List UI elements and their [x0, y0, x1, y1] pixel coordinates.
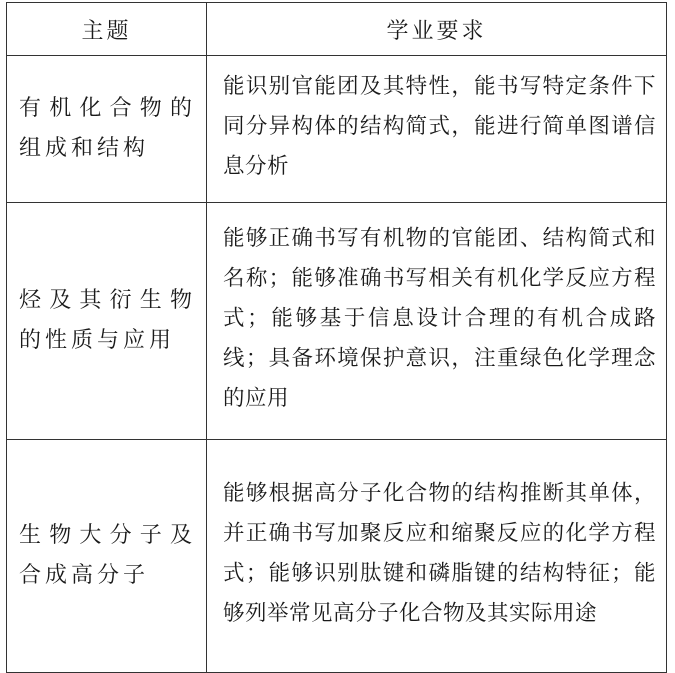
- table-container: [6, 2, 666, 656]
- table-row: [7, 203, 667, 440]
- topic-cell: 生物大分子及合成高分子: [7, 440, 207, 673]
- topic-cell: 有机化合物的组成和结构: [7, 56, 207, 203]
- academic-requirements-table: [6, 2, 667, 673]
- header-requirement: 学业要求: [207, 3, 667, 56]
- table-row: [7, 440, 667, 673]
- table-row: [7, 56, 667, 203]
- header-row: [7, 3, 667, 56]
- requirement-cell: 能够正确书写有机物的官能团、结构简式和名称；能够准确书写相关有机化学反应方程式；能够基于信息设计合理的有机合成路线；具备环境保护意识，注重绿色化学理念的应用: [207, 203, 667, 440]
- header-topic: 主题: [7, 3, 207, 56]
- requirement-cell: 能识别官能团及其特性，能书写特定条件下同分异构体的结构简式，能进行简单图谱信息分析: [207, 56, 667, 203]
- requirement-cell: 能够根据高分子化合物的结构推断其单体，并正确书写加聚反应和缩聚反应的化学方程式；能够识别肽键和磷脂键的结构特征；能够列举常见高分子化合物及其实际用途: [207, 440, 667, 673]
- topic-cell: 烃及其衍生物的性质与应用: [7, 203, 207, 440]
